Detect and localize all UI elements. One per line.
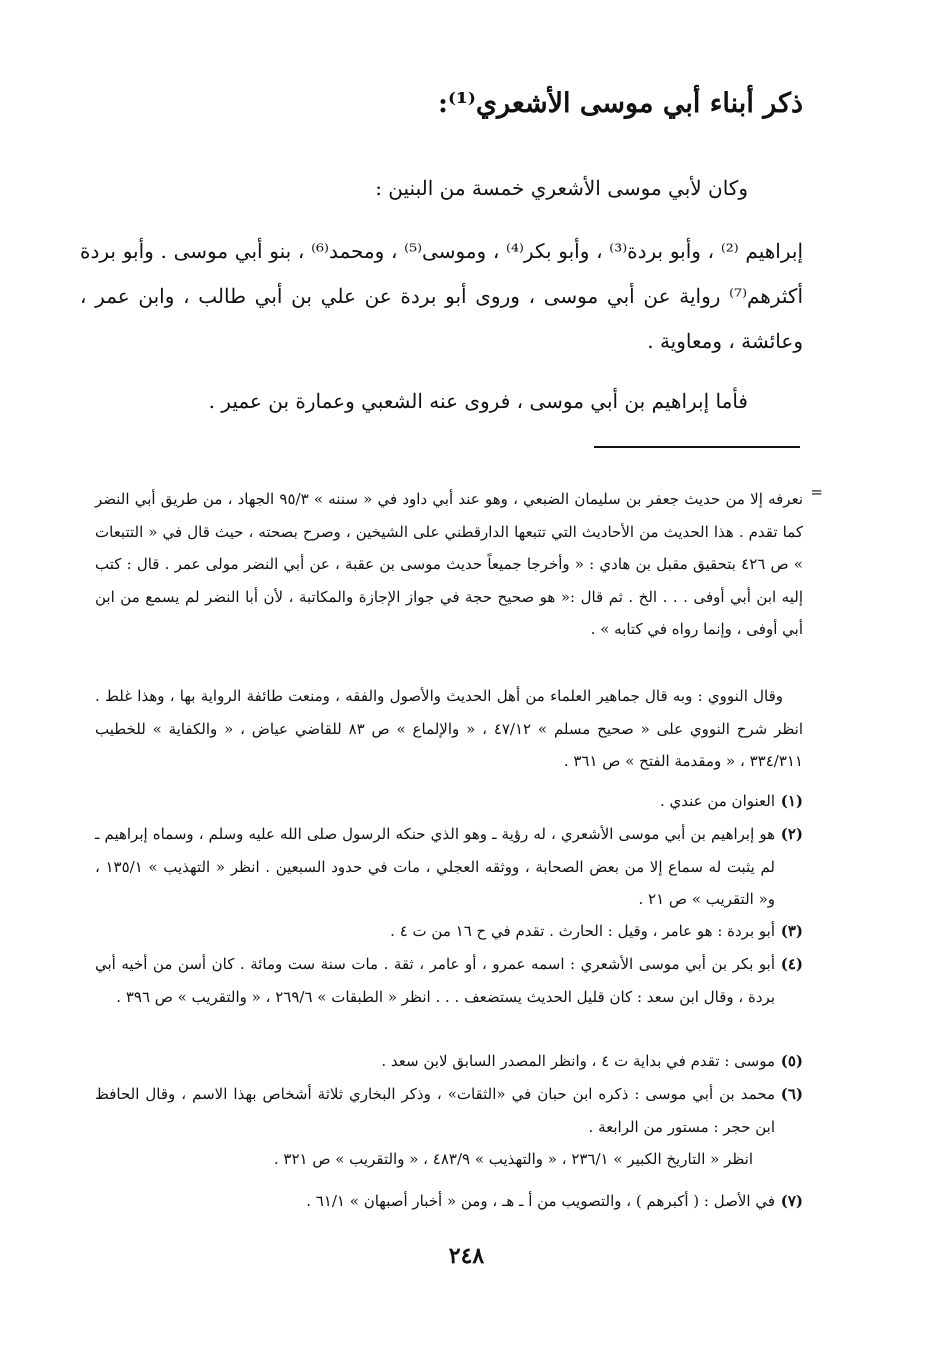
page-number: ٢٤٨ (448, 1243, 485, 1269)
footnote-text: في الأصل : ( أكبرهم ) ، والتصويب من أ ـ هـ ، ومن « أخبار أصبهان » ٦١/١ . (306, 1192, 775, 1210)
footnote-number: (٣) (780, 922, 803, 940)
footnote-7 (95, 1185, 803, 1218)
ibrahim-paragraph: فأما إبراهيم بن أبي موسى ، فروى عنه الشعبي وعمارة بن عمير . (208, 389, 748, 413)
footnote-text: محمد بن أبي موسى : ذكره ابن حبان في «الثقات» ، وذكر البخاري ثلاثة أشخاص بهذا الاسم ، وقال الحافظ ابن حجر : مستور من الرابعة . (95, 1085, 775, 1136)
footnote-nawawi: وقال النووي : وبه قال جماهير العلماء من أهل الحديث والأصول والفقه ، ومنعت طائفة الرواية بها ، وهذا غلط . انظر شرح النووي على « صحيح مسلم » ٤٧/١٢ ، « والإلماع » ص ٨٣ للقاضي عياض ، « والكفاية » للخطيب ٣٣٤/٣١١ ، « ومقدمة الفتح » ص ٣٦١ . (95, 687, 804, 770)
footnote-6-references: انظر « التاريخ الكبير » ٢٣٦/١ ، « والتهذيب » ٤٨٣/٩ ، « والتقريب » ص ٣٢١ . (273, 1150, 753, 1168)
footnote-text: أبو بكر بن أبي موسى الأشعري : اسمه عمرو ، أو عامر ، ثقة . مات سنة ست ومائة . كان أسن من أخيه أبي بردة ، وقال ابن سعد : كان قليل الحديث يستضعف . . . انظر « الطبقات » ٢٦٩/٦ ، « والتقريب » ص ٣٩٦ . (95, 955, 775, 1006)
section-heading: ذكر أبناء أبي موسى الأشعري⁽¹⁾: (438, 88, 803, 119)
footnote-number: (٥) (780, 1052, 803, 1070)
footnote-number: (٦) (780, 1085, 803, 1103)
footnote-4 (95, 948, 803, 1013)
footnote-text: العنوان من عندي . (659, 792, 775, 810)
footnote-number: (١) (780, 792, 803, 810)
intro-paragraph: وكان لأبي موسى الأشعري خمسة من البنين : (375, 176, 748, 200)
footnote-1 (95, 785, 803, 818)
footnote-number: (٢) (780, 825, 803, 843)
footnote-text: هو إبراهيم بن أبي موسى الأشعري ، له رؤية ـ وهو الذي حنكه الرسول صلى الله عليه وسلم ، وسماه إبراهيم ـ لم يثبت له سماع إلا من بعض الصحابة ، ووثقه العجلي ، مات في حدود السبعين . انظر « التهذيب » ١٣٥/١ ، و« التقريب » ص ٢١ . (95, 825, 775, 908)
footnote-5 (95, 1045, 803, 1078)
footnote-2 (95, 818, 803, 916)
continuation-mark: = (810, 483, 823, 501)
footnote-3 (95, 915, 803, 948)
footnote-6 (95, 1078, 803, 1143)
footnote-text: أبو بردة : هو عامر ، وقيل : الحارث . تقدم في ح ١٦ من ت ٤ . (390, 922, 775, 940)
footnote-separator (594, 446, 800, 448)
footnote-text: موسى : تقدم في بداية ت ٤ ، وانظر المصدر السابق لابن سعد . (381, 1052, 775, 1070)
footnote-continuation: نعرفه إلا من حديث جعفر بن سليمان الضبعي ، وهو عند أبي داود في « سننه » ٩٥/٣ الجهاد ، من طريق أبي النضر كما تقدم . هذا الحديث من الأحاديث التي تتبعها الدارقطني على الشيخين ، وصرح بصحته ، حيث قال في « التتبعات » ص ٤٢٦ بتحقيق مقبل بن هادي : « وأخرجا جميعاً حديث موسى بن عقبة ، عن أبي النضر مولى عمر . قال : كتب إليه ابن أبي أوفى . . . الخ . ثم قال :« هو صحيح حجة في جواز الإجازة والمكاتبة ، لأن أبا النضر لم يسمع من ابن أبي أوفى ، وإنما رواه في كتابه » . (95, 490, 803, 638)
sons-paragraph: إبراهيم ⁽²⁾ ، وأبو بردة⁽³⁾ ، وأبو بكر⁽⁴⁾ ، وموسى⁽⁵⁾ ، ومحمد⁽⁶⁾ ، بنو أبي موسى . وأبو بردة أكثرهم⁽⁷⁾ رواية عن أبي موسى ، وروى أبو بردة عن علي بن أبي طالب ، وابن عمر ، وعائشة ، ومعاوية . (80, 239, 803, 353)
footnote-number: (٧) (780, 1192, 803, 1210)
footnote-number: (٤) (780, 955, 803, 973)
